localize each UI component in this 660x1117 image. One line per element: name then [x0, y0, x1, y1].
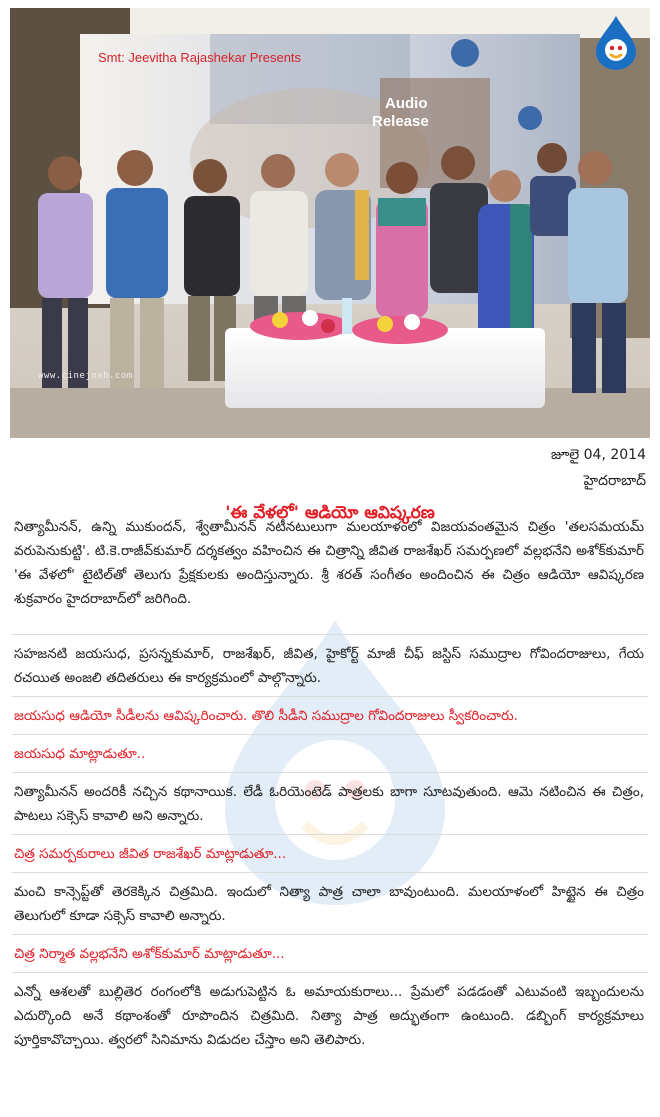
paragraph-jayasudha-quote: నిత్యామీనన్ అందరికీ నచ్చిన కథానాయిక. లేడీ ఓరియెంటెడ్ పాత్రలకు బాగా సూటవుతుంది. ఆమె నటించిన ఈ చిత్రం, పాటలు సక్సెస్ కావాలి అని అన్నారు.: [14, 784, 644, 824]
paragraph-attendees: సహజనటి జయసుధ, ప్రసన్నకుమార్, రాజశేఖర్, జీవిత, హైకోర్ట్ మాజీ చీఫ్ జస్టిస్ సముద్రాల గోవిందరాజులు, గేయ రచయిత అంజలి తదితరులు ఈ కార్యక్రమంలో పాల్గొన్నారు.: [14, 646, 644, 686]
paragraph-cd-launch: జయసుధ ఆడియో సీడీలను ఆవిష్కరించారు. తొలి సీడీని సముద్రాల గోవిందరాజులు స్వీకరించారు.: [14, 708, 518, 724]
divider: [12, 972, 648, 973]
speaker-heading-producer: చిత్ర నిర్మాత వల్లభనేని అశోక్‌కుమార్ మాట్లాడుతూ...: [14, 946, 285, 962]
divider: [12, 696, 648, 697]
speaker-heading-jayasudha: జయసుధ మాట్లాడుతూ..: [14, 746, 146, 762]
article-place: హైదరాబాద్: [583, 473, 646, 489]
site-logo-drop-icon: [590, 14, 642, 70]
dateline: [551, 442, 646, 494]
paragraph-jeevitha-quote: మంచి కాన్సెప్ట్‌తో తెరకెక్కిన చిత్రమిది. ఇందులో నిత్యా పాత్ర చాలా బావుంటుంది. మలయాళంలో హిట్టైన ఈ చిత్రం తెలుగులో కూడా సక్సెస్ కావాలి అన్నారు.: [14, 884, 644, 924]
svg-text:Audio: Audio: [385, 95, 428, 112]
divider: [12, 634, 648, 635]
banner-presenter-text: Smt: Jeevitha Rajashekar Presents: [98, 50, 302, 65]
event-photo: [10, 8, 650, 438]
divider: [12, 734, 648, 735]
svg-text:Release: Release: [372, 113, 429, 130]
paragraph-intro: నిత్యామీనన్, ఉన్ని ముకుందన్, శ్వేతామీనన్ నటీనటులుగా మలయాళంలో విజయవంతమైన చిత్రం 'తలసమయమ్ వరుపెనుకుట్టి'. టి.కె.రాజీవ్‌కుమార్ దర్శకత్వం వహించిన ఈ చిత్రాన్ని జీవిత రాజశేఖర్ సమర్పణలో వల్లభనేని అశోక్‌కుమార్ 'ఈ వేళలో' టైటిల్‌తో తెలుగు ప్రేక్షకులకు అందిస్తున్నారు. శ్రీ శరత్ సంగీతం అందించిన ఈ చిత్రం ఆడియో ఆవిష్కరణ శుక్రవారం హైదరాబాద్‌లో జరిగింది.: [14, 519, 644, 607]
photo-watermark-url: www.cinejosh.com: [38, 371, 133, 381]
article-date: జూలై 04, 2014: [550, 447, 646, 463]
divider: [12, 772, 648, 773]
divider: [12, 834, 648, 835]
paragraph-producer-quote: ఎన్నో ఆశలతో బుల్లితెర రంగంలోకి అడుగుపెట్టిన ఓ అమాయకురాలు... ప్రేమలో పడడంతో ఎటువంటి ఇబ్బందులను ఎదుర్కొంది అనే కథాంశంతో రూపొందిన చిత్రమిది. నిత్యా పాత్ర అద్భుతంగా ఉంటుంది. డబ్బింగ్ కార్యక్రమాలు పూర్తికావొచ్చాయి. త్వరలో సినిమాను విడుదల చేస్తాం అని తెలిపారు.: [14, 984, 644, 1048]
divider: [12, 872, 648, 873]
divider: [12, 934, 648, 935]
speaker-heading-jeevitha: చిత్ర సమర్పకురాలు జీవిత రాజశేఖర్ మాట్లాడుతూ...: [14, 846, 287, 862]
article-headline: 'ఈ వేళలో' ఆడియో ఆవిష్కరణ: [225, 503, 435, 523]
